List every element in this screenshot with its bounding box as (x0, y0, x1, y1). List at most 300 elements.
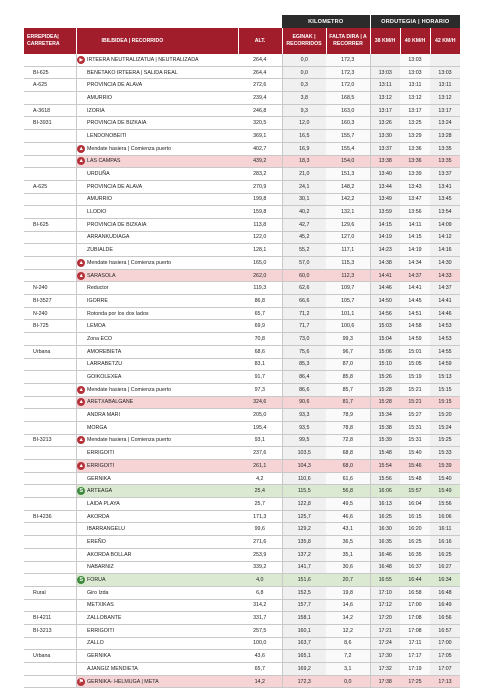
table-row (24, 282, 460, 295)
cell-recorridos: 24,1 (282, 180, 326, 193)
cell-recorridos: 16,9 (282, 142, 326, 155)
cell-42kmh: 17:13 (430, 675, 460, 688)
cell-recorrido: AKORDA (86, 510, 238, 523)
cell-40kmh: 13:29 (400, 130, 430, 143)
cell-alt: 122,0 (238, 231, 282, 244)
group-header-blank (24, 15, 282, 28)
cell-icon (76, 257, 86, 270)
cell-recorridos: 66,6 (282, 295, 326, 308)
cell-40kmh: 17:11 (400, 637, 430, 650)
table-row (24, 383, 460, 396)
cell-recorridos: 75,6 (282, 345, 326, 358)
cell-icon (76, 79, 86, 92)
cell-falta: 14,6 (326, 599, 370, 612)
cell-40kmh: 15:46 (400, 460, 430, 473)
cell-falta: 132,1 (326, 206, 370, 219)
cell-falta: 172,3 (326, 54, 370, 66)
cell-recorrido: Giro Izda (86, 586, 238, 599)
col-header-recorridos: EGINAK | RECORRIDOS (282, 28, 326, 54)
cell-recorridos: 90,6 (282, 396, 326, 409)
cell-40kmh: 16:35 (400, 548, 430, 561)
cell-icon (76, 307, 86, 320)
table-row (24, 510, 460, 523)
cell-42kmh: 15:13 (430, 371, 460, 384)
mountain-icon: ▲ (78, 158, 84, 165)
cell-recorrido: ERRIGOITI (86, 460, 238, 473)
cell-icon (76, 421, 86, 434)
cell-recorrido: LLODIO (86, 206, 238, 219)
cell-38kmh: 14:15 (370, 218, 400, 231)
cell-recorrido: Reductor (86, 282, 238, 295)
cell-carretera: BI-625 (24, 218, 76, 231)
cell-carretera (24, 485, 76, 498)
cell-falta: 85,8 (326, 371, 370, 384)
cell-carretera: A-3618 (24, 104, 76, 117)
cell-carretera (24, 523, 76, 536)
cell-recorrido: LAIDA PLAYA (86, 498, 238, 511)
cell-recorrido: ERRIGOITI (86, 447, 238, 460)
cell-alt: 439,2 (238, 155, 282, 168)
cell-40kmh: 17:25 (400, 675, 430, 688)
cell-42kmh: 14:12 (430, 231, 460, 244)
cell-recorrido: Zona ECO (86, 333, 238, 346)
cell-carretera: BI-3213 (24, 624, 76, 637)
cell-recorridos: 99,5 (282, 434, 326, 447)
cell-40kmh: 13:56 (400, 206, 430, 219)
cell-alt: 402,7 (238, 142, 282, 155)
cell-40kmh: 16:15 (400, 510, 430, 523)
cell-recorrido: MORGA (86, 421, 238, 434)
cell-alt: 99,6 (238, 523, 282, 536)
cell-recorridos: 42,7 (282, 218, 326, 231)
cell-recorridos: 0,3 (282, 79, 326, 92)
cell-carretera (24, 142, 76, 155)
cell-carretera (24, 92, 76, 105)
cell-40kmh: 14:51 (400, 307, 430, 320)
cell-38kmh: 13:59 (370, 206, 400, 219)
cell-42kmh: 15:15 (430, 396, 460, 409)
col-header-falta: FALTA DIRA | A RECORRER (326, 28, 370, 54)
cell-38kmh: 15:39 (370, 434, 400, 447)
cell-carretera (24, 231, 76, 244)
cell-40kmh: 14:19 (400, 244, 430, 257)
cell-falta: 154,0 (326, 155, 370, 168)
cell-42kmh: 14:53 (430, 320, 460, 333)
cell-falta: 30,6 (326, 561, 370, 574)
cell-42kmh: 14:30 (430, 257, 460, 270)
cell-alt: 14,2 (238, 675, 282, 688)
cell-40kmh: 15:27 (400, 409, 430, 422)
mountain-icon: ▲ (78, 145, 84, 152)
cell-carretera: Urbana (24, 345, 76, 358)
cell-carretera (24, 396, 76, 409)
cell-38kmh: 15:10 (370, 358, 400, 371)
cell-alt: 171,3 (238, 510, 282, 523)
cell-38kmh: 13:11 (370, 79, 400, 92)
cell-alt: 283,2 (238, 168, 282, 181)
cell-38kmh: 16:46 (370, 548, 400, 561)
cell-icon (76, 599, 86, 612)
cell-38kmh: 17:12 (370, 599, 400, 612)
cell-recorrido: LARRABETZU (86, 358, 238, 371)
cell-40kmh: 17:00 (400, 599, 430, 612)
cell-recorrido: ERRIGOITI (86, 624, 238, 637)
cell-icon (76, 320, 86, 333)
cell-42kmh: 16:57 (430, 624, 460, 637)
cell-42kmh: 16:11 (430, 523, 460, 536)
cell-recorrido: SARASOLA (86, 269, 238, 282)
table-row (24, 409, 460, 422)
cell-falta: 68,0 (326, 460, 370, 473)
cell-40kmh: 16:44 (400, 574, 430, 587)
cell-alt: 25,7 (238, 498, 282, 511)
cell-icon (76, 383, 86, 396)
cell-icon (76, 295, 86, 308)
cell-42kmh: 15:24 (430, 421, 460, 434)
cell-40kmh: 14:37 (400, 269, 430, 282)
cell-40kmh: 14:11 (400, 218, 430, 231)
cell-carretera (24, 574, 76, 587)
cell-42kmh: 14:37 (430, 282, 460, 295)
cell-42kmh: 17:00 (430, 637, 460, 650)
cell-40kmh: 13:03 (400, 54, 430, 66)
cell-38kmh: 15:03 (370, 320, 400, 333)
sprint-icon: S (77, 576, 85, 584)
cell-recorridos: 73,0 (282, 333, 326, 346)
cell-carretera (24, 472, 76, 485)
cell-falta: 127,0 (326, 231, 370, 244)
cell-38kmh: 16:48 (370, 561, 400, 574)
cell-icon (76, 663, 86, 676)
table-row (24, 206, 460, 219)
cell-recorridos: 9,3 (282, 104, 326, 117)
cell-alt: 4,0 (238, 574, 282, 587)
cell-42kmh: 16:49 (430, 599, 460, 612)
cell-38kmh: 15:38 (370, 421, 400, 434)
cell-42kmh: 17:07 (430, 663, 460, 676)
cell-carretera: Rural (24, 586, 76, 599)
cell-alt: 25,4 (238, 485, 282, 498)
cell-38kmh: 15:28 (370, 383, 400, 396)
cell-icon (76, 92, 86, 105)
cell-42kmh: 14:55 (430, 345, 460, 358)
cell-icon (76, 574, 86, 587)
cell-38kmh: 14:19 (370, 231, 400, 244)
cell-40kmh: 14:41 (400, 282, 430, 295)
cell-40kmh: 16:37 (400, 561, 430, 574)
table-row (24, 92, 460, 105)
cell-falta: 105,7 (326, 295, 370, 308)
cell-carretera (24, 536, 76, 549)
cell-icon (76, 624, 86, 637)
cell-falta: 142,2 (326, 193, 370, 206)
cell-40kmh: 13:11 (400, 79, 430, 92)
cell-carretera (24, 358, 76, 371)
cell-alt: 4,2 (238, 472, 282, 485)
cell-recorridos: 86,6 (282, 383, 326, 396)
cell-icon (76, 523, 86, 536)
cell-carretera: Urbana (24, 650, 76, 663)
cell-38kmh: 14:56 (370, 307, 400, 320)
cell-alt: 239,4 (238, 92, 282, 105)
cell-icon (76, 358, 86, 371)
cell-icon (76, 66, 86, 79)
cell-alt: 339,2 (238, 561, 282, 574)
cell-recorrido: PROVINCIA DE BIZKAIA (86, 117, 238, 130)
cell-alt: 314,2 (238, 599, 282, 612)
cell-alt: 272,6 (238, 79, 282, 92)
cell-falta: 85,7 (326, 383, 370, 396)
cell-carretera (24, 409, 76, 422)
cell-38kmh: 13:49 (370, 193, 400, 206)
cell-icon (76, 345, 86, 358)
cell-42kmh: 13:24 (430, 117, 460, 130)
cell-recorridos: 62,6 (282, 282, 326, 295)
cell-recorridos: 30,1 (282, 193, 326, 206)
cell-40kmh: 15:31 (400, 421, 430, 434)
cell-recorridos: 45,2 (282, 231, 326, 244)
cell-icon (76, 333, 86, 346)
cell-alt: 261,1 (238, 460, 282, 473)
cell-alt: 205,0 (238, 409, 282, 422)
cell-40kmh: 13:03 (400, 66, 430, 79)
cell-falta: 46,6 (326, 510, 370, 523)
cell-alt: 237,6 (238, 447, 282, 460)
cell-42kmh: 15:39 (430, 460, 460, 473)
cell-recorrido: NABARNIZ (86, 561, 238, 574)
table-row (24, 295, 460, 308)
table-row (24, 155, 460, 168)
table-row (24, 66, 460, 79)
table-row (24, 117, 460, 130)
cell-falta: 68,8 (326, 447, 370, 460)
cell-recorridos: 141,7 (282, 561, 326, 574)
cell-recorrido: Rotonda por los dos lados (86, 307, 238, 320)
cell-recorridos: 122,8 (282, 498, 326, 511)
cell-recorridos: 93,3 (282, 409, 326, 422)
cell-icon (76, 675, 86, 688)
col-header-alt: ALT. (238, 28, 282, 54)
cell-alt: 70,8 (238, 333, 282, 346)
cell-falta: 151,3 (326, 168, 370, 181)
cell-falta: 14,2 (326, 612, 370, 625)
cell-falta: 117,1 (326, 244, 370, 257)
group-header-ordutegia: ORDUTEGIA | HORARIO (370, 15, 460, 28)
col-header-recorrido: IBILBIDEA | RECORRIDO (76, 28, 238, 54)
cell-icon (76, 54, 86, 66)
cell-42kmh: 15:56 (430, 498, 460, 511)
cell-recorridos: 137,2 (282, 548, 326, 561)
cell-38kmh: 13:03 (370, 66, 400, 79)
table-row (24, 472, 460, 485)
mountain-icon: ▲ (78, 399, 84, 406)
mountain-icon: ▲ (78, 259, 84, 266)
cell-icon (76, 218, 86, 231)
cell-falta: 43,1 (326, 523, 370, 536)
cell-alt: 264,4 (238, 66, 282, 79)
timetable-sheet (24, 15, 460, 688)
cell-falta: 56,8 (326, 485, 370, 498)
cell-40kmh: 14:45 (400, 295, 430, 308)
cell-carretera (24, 675, 76, 688)
cell-recorridos: 135,8 (282, 536, 326, 549)
cell-42kmh: 13:35 (430, 142, 460, 155)
cell-42kmh: 14:46 (430, 307, 460, 320)
cell-42kmh: 13:37 (430, 168, 460, 181)
cell-42kmh: 16:56 (430, 612, 460, 625)
cell-42kmh: 13:45 (430, 193, 460, 206)
cell-recorridos: 172,3 (282, 675, 326, 688)
table-row (24, 498, 460, 511)
cell-recorrido: ANDRA MARI (86, 409, 238, 422)
cell-40kmh: 15:48 (400, 472, 430, 485)
cell-40kmh: 15:31 (400, 434, 430, 447)
cell-falta: 3,1 (326, 663, 370, 676)
cell-recorrido: GOIKOLEXEA (86, 371, 238, 384)
cell-recorridos: 163,7 (282, 637, 326, 650)
cell-40kmh: 13:36 (400, 155, 430, 168)
cell-falta: 20,7 (326, 574, 370, 587)
cell-40kmh: 15:57 (400, 485, 430, 498)
cell-recorrido: LAS CAMPAS (86, 155, 238, 168)
cell-falta: 101,1 (326, 307, 370, 320)
cell-40kmh: 15:40 (400, 447, 430, 460)
cell-falta: 172,0 (326, 79, 370, 92)
table-row (24, 180, 460, 193)
cell-recorridos: 151,6 (282, 574, 326, 587)
cell-carretera (24, 371, 76, 384)
cell-recorrido: BENETAKO IRTEERA | SALIDA REAL (86, 66, 238, 79)
cell-recorrido: PROVINCIA DE BIZKAIA (86, 218, 238, 231)
cell-recorridos: 115,5 (282, 485, 326, 498)
cell-42kmh: 13:35 (430, 155, 460, 168)
cell-42kmh: 16:06 (430, 510, 460, 523)
cell-icon (76, 536, 86, 549)
cell-falta: 168,5 (326, 92, 370, 105)
cell-recorrido: PROVINCIA DE ALAVA (86, 180, 238, 193)
cell-38kmh: 17:32 (370, 663, 400, 676)
cell-38kmh: 17:20 (370, 612, 400, 625)
cell-icon (76, 409, 86, 422)
cell-38kmh: 15:06 (370, 345, 400, 358)
cell-38kmh: 13:40 (370, 168, 400, 181)
cell-42kmh: 15:33 (430, 447, 460, 460)
cell-recorrido: Mendate hasiera | Comienza puerto (86, 142, 238, 155)
cell-alt: 270,9 (238, 180, 282, 193)
table-row (24, 142, 460, 155)
cell-carretera: BI-3527 (24, 295, 76, 308)
cell-carretera (24, 498, 76, 511)
cell-icon (76, 472, 86, 485)
cell-icon (76, 561, 86, 574)
cell-carretera: A-625 (24, 180, 76, 193)
table-row (24, 460, 460, 473)
table-row (24, 193, 460, 206)
cell-icon (76, 460, 86, 473)
cell-recorrido: IRTEERA NEUTRALIZATUA | NEUTRALIZADA (86, 54, 238, 66)
cell-carretera: A-625 (24, 79, 76, 92)
cell-alt: 199,8 (238, 193, 282, 206)
cell-40kmh: 17:08 (400, 624, 430, 637)
cell-alt: 331,7 (238, 612, 282, 625)
cell-recorrido: Mendate hasiera | Comienza puerto (86, 257, 238, 270)
cell-recorridos: 85,3 (282, 358, 326, 371)
cell-40kmh: 15:01 (400, 345, 430, 358)
cell-40kmh: 17:17 (400, 650, 430, 663)
cell-38kmh: 17:10 (370, 586, 400, 599)
cell-carretera (24, 155, 76, 168)
cell-recorrido: FORUA (86, 574, 238, 587)
cell-recorrido: LEMOA (86, 320, 238, 333)
cell-40kmh: 13:39 (400, 168, 430, 181)
cell-icon (76, 498, 86, 511)
cell-falta: 19,8 (326, 586, 370, 599)
cell-38kmh: 15:54 (370, 460, 400, 473)
cell-42kmh: 16:48 (430, 586, 460, 599)
cell-carretera (24, 54, 76, 66)
cell-40kmh: 15:21 (400, 396, 430, 409)
cell-alt: 6,8 (238, 586, 282, 599)
table-row (24, 244, 460, 257)
cell-alt: 128,1 (238, 244, 282, 257)
cell-icon (76, 612, 86, 625)
cell-carretera (24, 257, 76, 270)
cell-38kmh (370, 54, 400, 66)
cell-recorridos: 129,2 (282, 523, 326, 536)
cell-recorrido: GERNIKA (86, 650, 238, 663)
cell-icon (76, 650, 86, 663)
cell-recorridos: 18,3 (282, 155, 326, 168)
cell-falta: 81,7 (326, 396, 370, 409)
cell-42kmh: 13:41 (430, 180, 460, 193)
cell-42kmh: 13:11 (430, 79, 460, 92)
cell-40kmh: 13:36 (400, 142, 430, 155)
cell-recorrido: AMOREBIETA (86, 345, 238, 358)
cell-recorridos: 125,7 (282, 510, 326, 523)
cell-alt: 324,6 (238, 396, 282, 409)
cell-recorridos: 158,1 (282, 612, 326, 625)
cell-alt: 86,8 (238, 295, 282, 308)
cell-42kmh: 13:28 (430, 130, 460, 143)
cell-40kmh: 13:12 (400, 92, 430, 105)
cell-38kmh: 16:13 (370, 498, 400, 511)
cell-40kmh: 16:20 (400, 523, 430, 536)
cell-40kmh: 16:58 (400, 586, 430, 599)
table-row (24, 333, 460, 346)
cell-falta: 155,4 (326, 142, 370, 155)
table-row (24, 345, 460, 358)
cell-38kmh: 13:44 (370, 180, 400, 193)
cell-alt: 43,6 (238, 650, 282, 663)
cell-icon (76, 104, 86, 117)
cell-38kmh: 17:21 (370, 624, 400, 637)
cell-38kmh: 16:30 (370, 523, 400, 536)
table-row (24, 421, 460, 434)
cell-icon (76, 244, 86, 257)
column-header-row (24, 28, 460, 54)
table-row (24, 663, 460, 676)
cell-38kmh: 14:41 (370, 269, 400, 282)
col-header-carretera: ERREPIDEA| CARRETERA (24, 28, 76, 54)
cell-40kmh: 13:47 (400, 193, 430, 206)
cell-38kmh: 16:06 (370, 485, 400, 498)
cell-icon (76, 155, 86, 168)
cell-icon (76, 180, 86, 193)
cell-carretera (24, 637, 76, 650)
cell-carretera (24, 168, 76, 181)
table-row (24, 485, 460, 498)
cell-carretera (24, 206, 76, 219)
